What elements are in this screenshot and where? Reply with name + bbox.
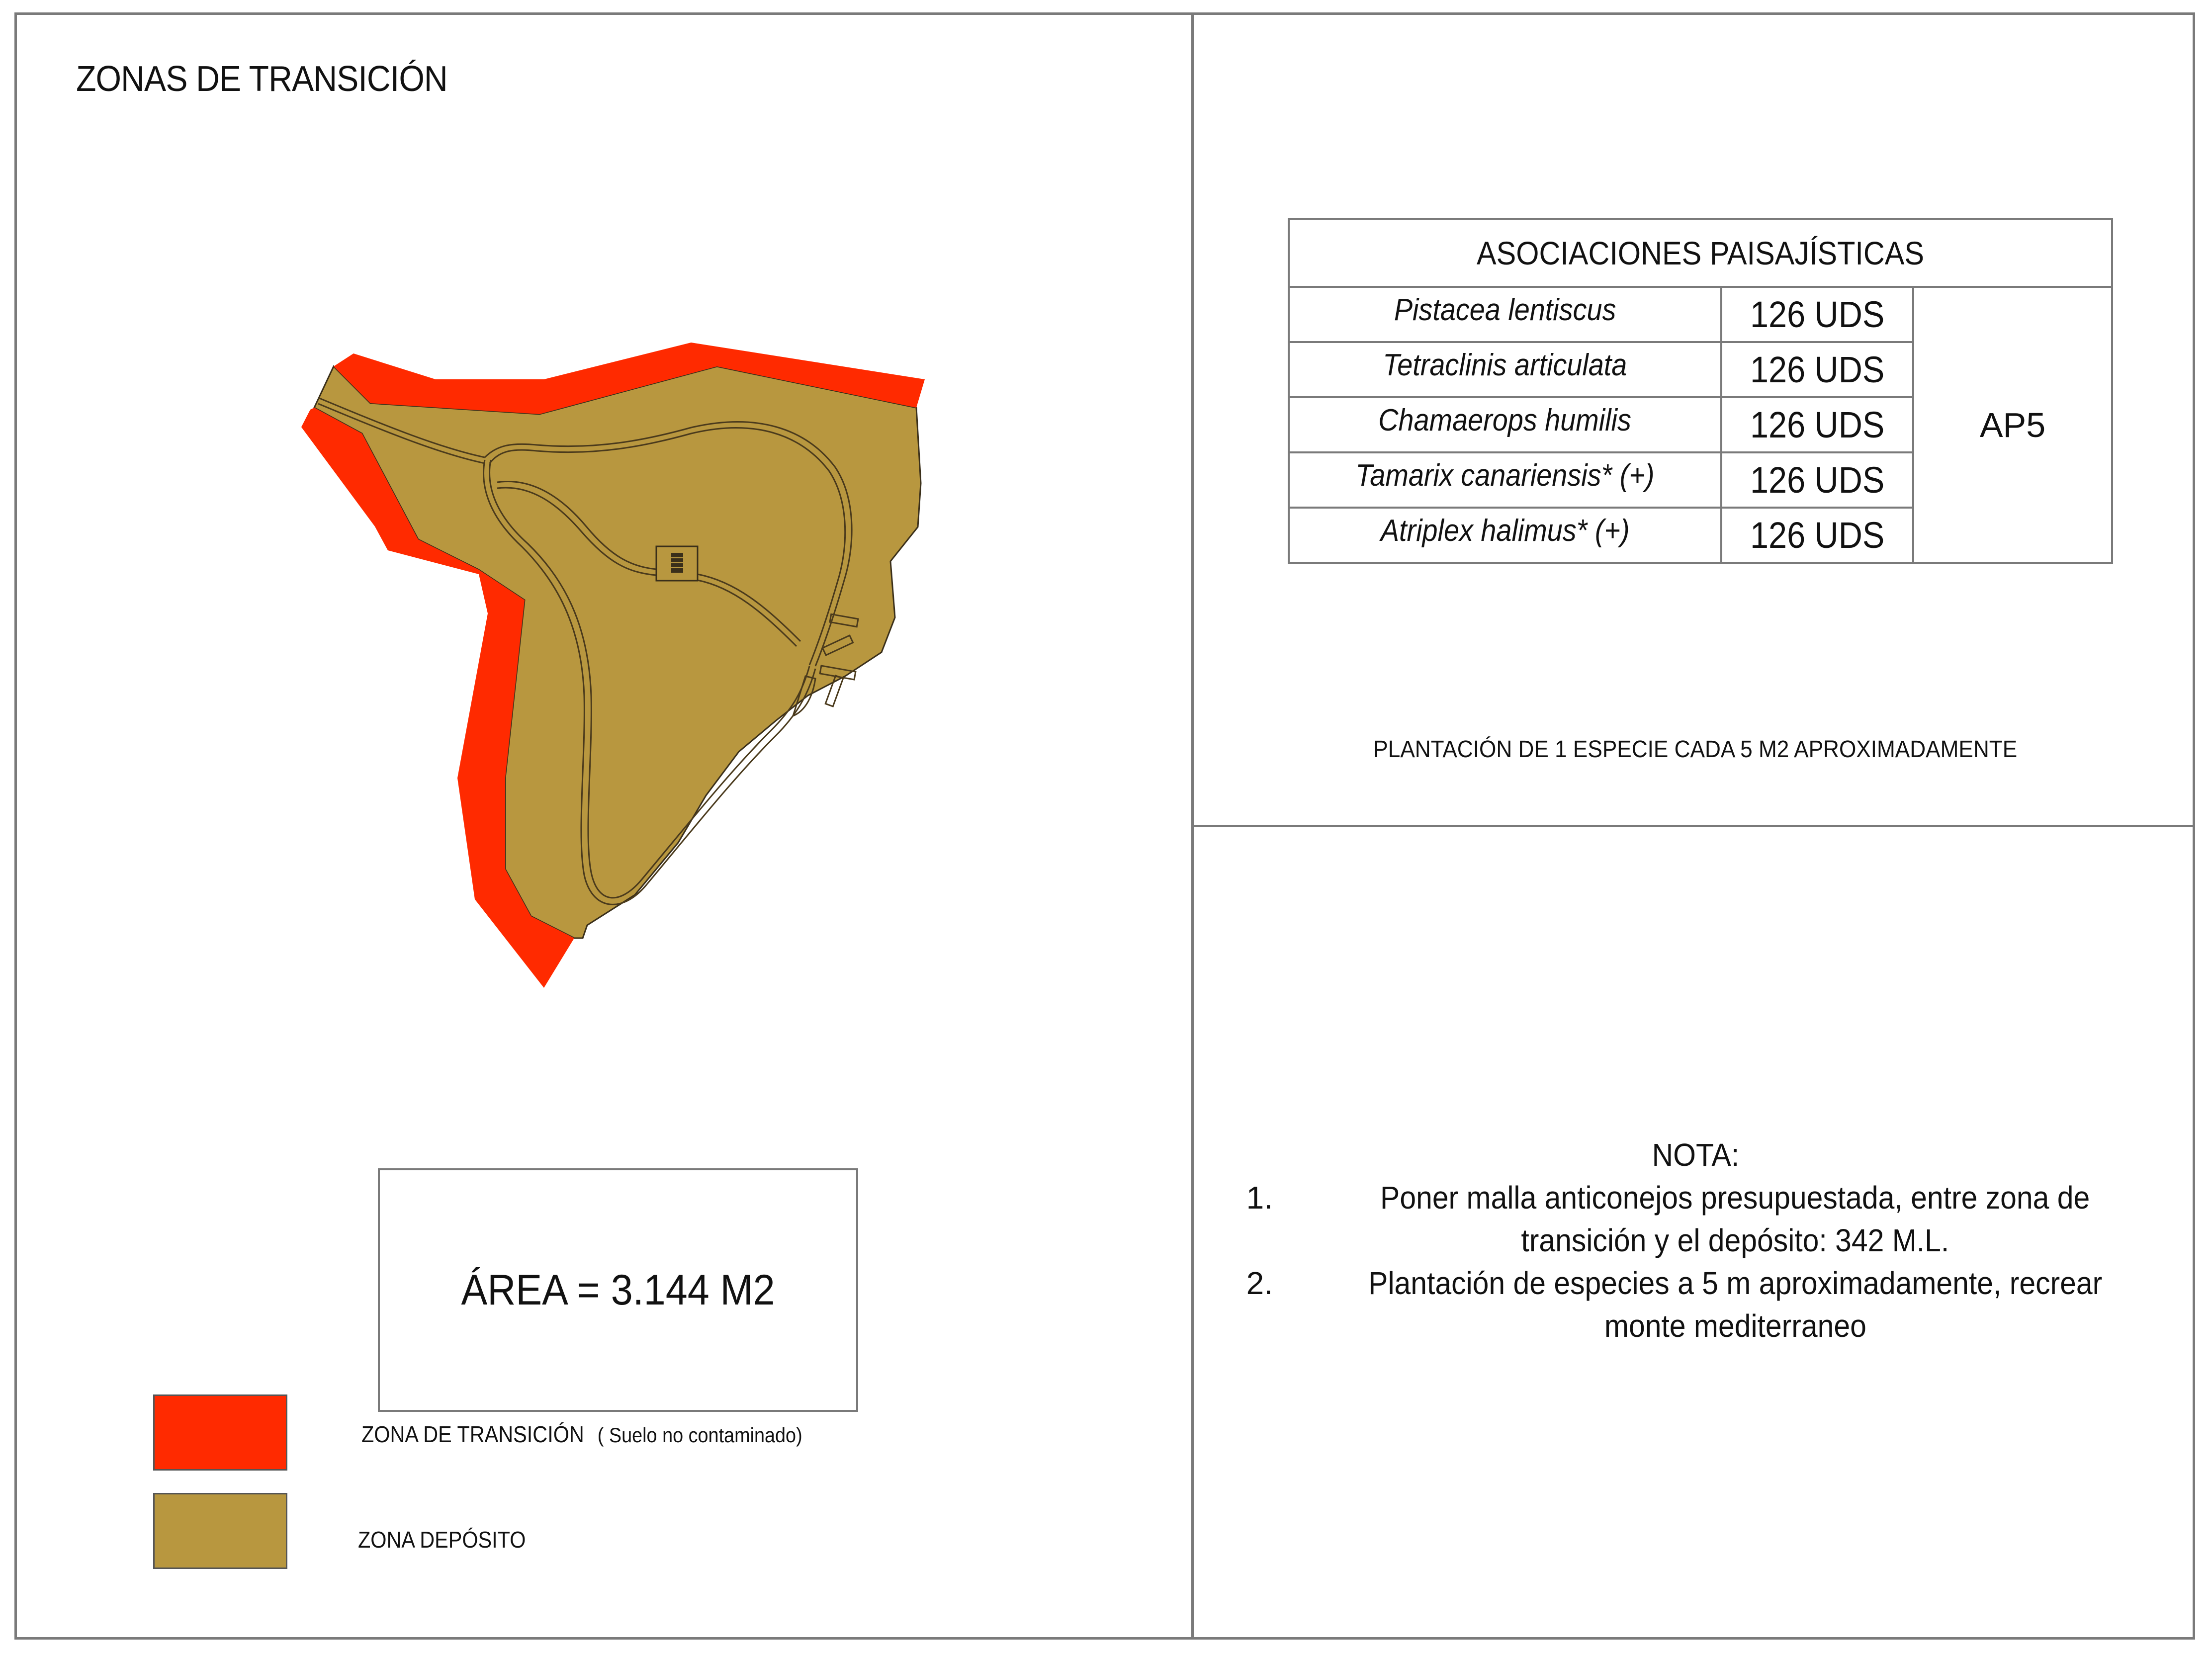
- quantity-cell: 126 UDS: [1721, 287, 1913, 342]
- nota-item-2: 2. Plantación de especies a 5 m aproximadamente, recrear monte mediterraneo: [1246, 1265, 2103, 1344]
- quantity-cell: 126 UDS: [1721, 397, 1913, 452]
- legend-label-transition: ZONA DE TRANSICIÓN ( Suelo no contaminado): [361, 1421, 802, 1447]
- plantation-note: PLANTACIÓN DE 1 ESPECIE CADA 5 M2 APROXIMADAMENTE: [1373, 736, 2018, 763]
- species-cell: Tetraclinis articulata: [1289, 342, 1721, 397]
- area-value: ÁREA = 3.144 M2: [461, 1266, 775, 1314]
- species-cell: Atriplex halimus* (+): [1289, 508, 1721, 563]
- deposit-zone-area: [314, 366, 921, 938]
- area-box: [378, 1168, 858, 1412]
- quantity-cell: 126 UDS: [1721, 342, 1913, 397]
- species-cell: Chamaerops humilis: [1289, 397, 1721, 452]
- species-cell: Tamarix canariensis* (+): [1289, 452, 1721, 508]
- group-cell: AP5: [1913, 287, 2112, 563]
- table-row: [1289, 287, 2112, 342]
- building-icon: [656, 546, 698, 581]
- nota-heading: NOTA:: [1652, 1137, 1739, 1173]
- quantity-cell: 126 UDS: [1721, 452, 1913, 508]
- page-title: ZONAS DE TRANSICIÓN: [76, 59, 447, 99]
- legend-swatch-transition: [153, 1394, 287, 1471]
- table-header: ASOCIACIONES PAISAJÍSTICAS: [1289, 219, 2112, 287]
- associations-table: [1288, 218, 2111, 556]
- quantity-cell: 126 UDS: [1721, 508, 1913, 563]
- legend-swatch-deposit: [153, 1493, 287, 1569]
- species-cell: Pistacea lentiscus: [1289, 287, 1721, 342]
- nota-block: [1198, 1133, 2193, 1347]
- legend-label-deposit: ZONA DEPÓSITO: [358, 1527, 526, 1553]
- nota-item-1: 1. Poner malla anticonejos presupuestada, entre zona de transición y el depósito: 342 M.L.: [1246, 1180, 2090, 1258]
- legend-sublabel-transition: ( Suelo no contaminado): [597, 1423, 802, 1447]
